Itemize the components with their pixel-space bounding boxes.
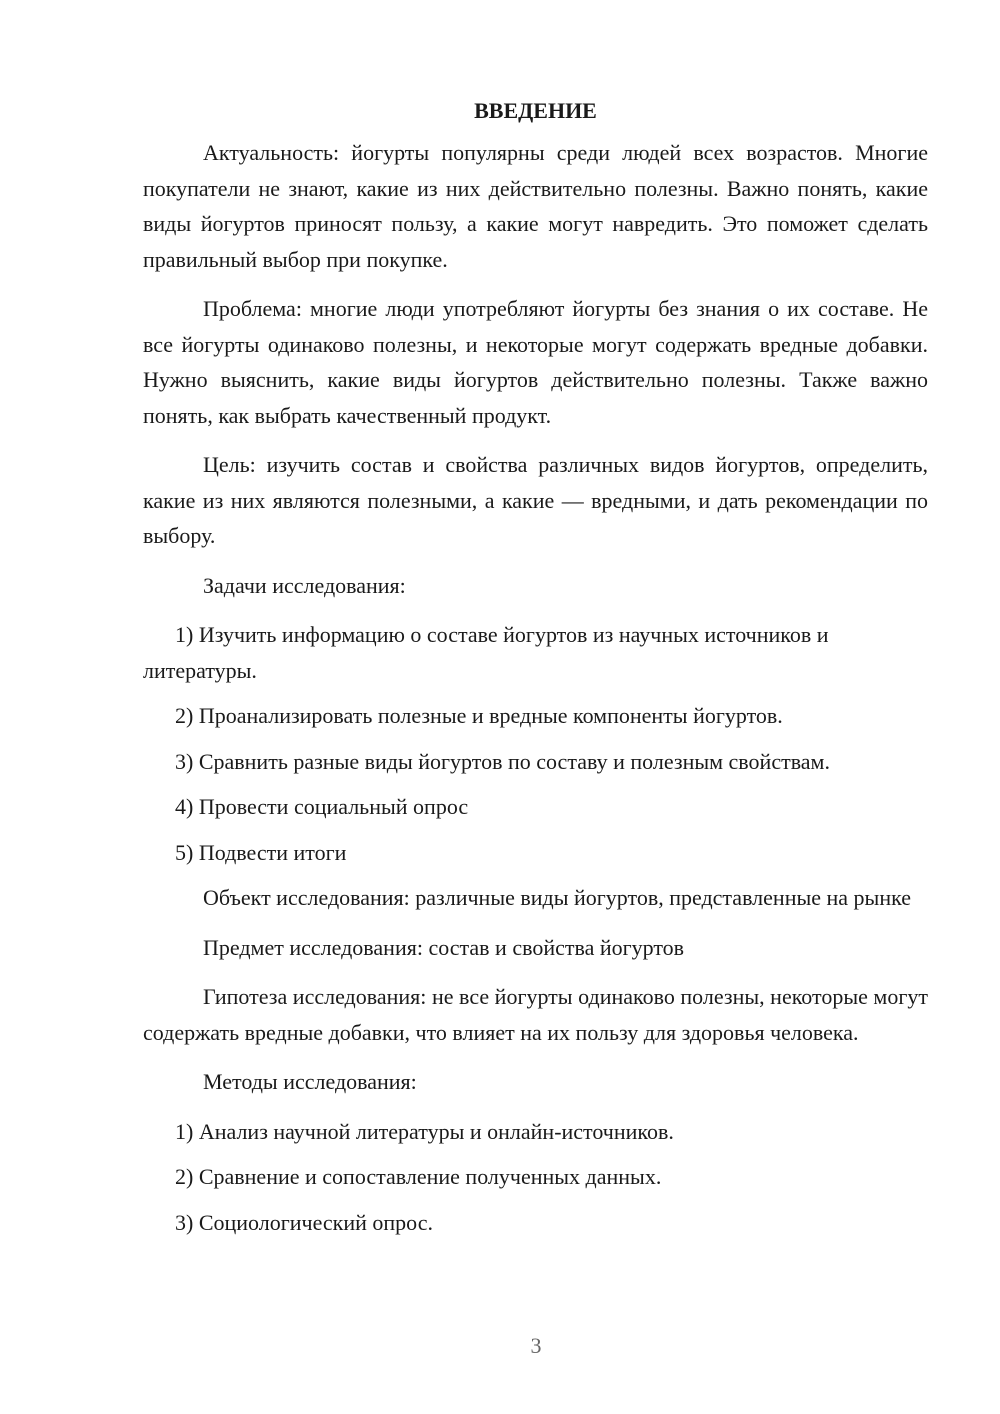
goal-paragraph: Цель: изучить состав и свойства различных видов йогуртов, определить, какие из них являются полезными, а какие — вредными, и дать рекомендации по выбору.: [143, 452, 928, 548]
relevance-paragraph: Актуальность: йогурты популярны среди людей всех возрастов. Многие покупатели не знают, какие из них действительно полезны. Важно понять, какие виды йогуртов приносят пользу, а какие могут навредить. Это поможет сделать правильный выбор при покупке.: [143, 140, 928, 272]
methods-heading: Методы исследования:: [203, 1069, 417, 1094]
task-item: 1) Изучить информацию о составе йогуртов из научных источников и литературы.: [143, 622, 829, 683]
method-item: 3) Социологический опрос.: [175, 1209, 433, 1235]
hypothesis-paragraph: Гипотеза исследования: не все йогурты одинаково полезны, некоторые могут содержать вредные добавки, что влияет на их пользу для здоровья человека.: [143, 984, 928, 1045]
task-item: 3) Сравнить разные виды йогуртов по составу и полезным свойствам.: [175, 748, 830, 774]
problem-paragraph: Проблема: многие люди употребляют йогурты без знания о их составе. Не все йогурты одинаково полезны, и некоторые могут содержать вредные добавки. Нужно выяснить, какие виды йогуртов действительно полезны. Также важно понять, как выбрать качественный продукт.: [143, 296, 928, 428]
method-item: 2) Сравнение и сопоставление полученных данных.: [175, 1164, 662, 1189]
task-item: 2) Проанализировать полезные и вредные компоненты йогуртов.: [175, 703, 783, 728]
tasks-heading: Задачи исследования:: [203, 572, 406, 598]
page-number: 3: [530, 1333, 542, 1358]
section-title: ВВЕДЕНИЕ: [474, 98, 597, 123]
document-page: [143, 96, 928, 1250]
object-paragraph: Объект исследования: различные виды йогуртов, представленные на рынке: [203, 885, 912, 910]
task-item: 4) Провести социальный опрос: [175, 794, 469, 819]
subject-paragraph: Предмет исследования: состав и свойства йогуртов: [203, 934, 685, 960]
method-item: 1) Анализ научной литературы и онлайн-источников.: [175, 1118, 674, 1144]
task-item: 5) Подвести итоги: [175, 839, 347, 865]
